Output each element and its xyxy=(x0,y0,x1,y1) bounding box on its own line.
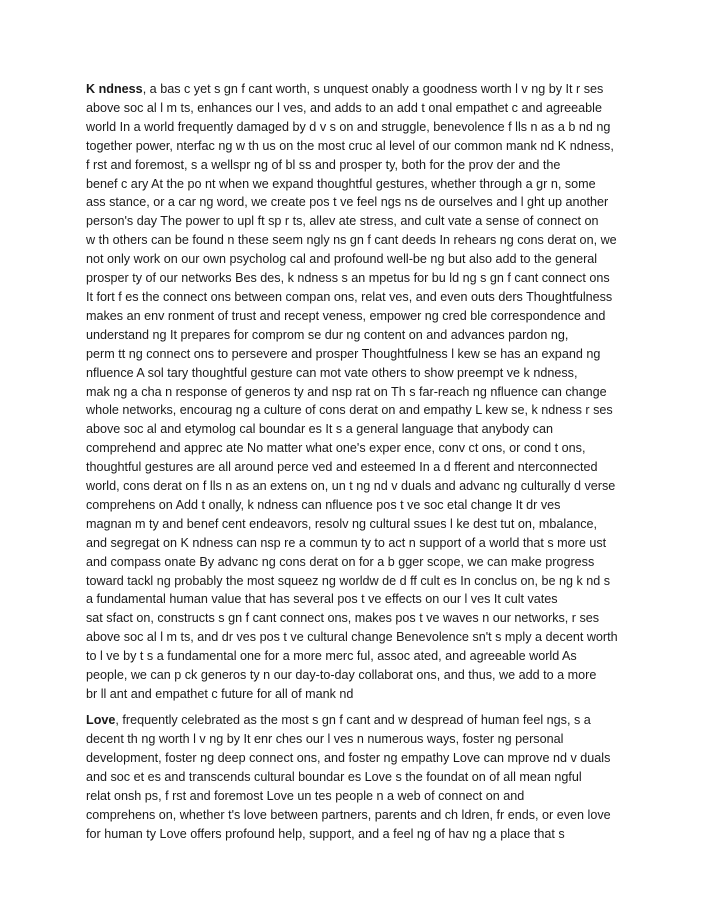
text-line xyxy=(86,288,646,307)
text-line xyxy=(86,231,646,250)
text-line xyxy=(86,749,646,768)
text-line xyxy=(86,212,646,231)
line-text: world, cons derat on f lls n as an extens on, un t ng nd v duals and advanc ng culturally d verse xyxy=(86,479,616,494)
text-line xyxy=(86,269,646,288)
line-text: not only work on our own psycholog cal and profound well-be ng but also add to the general xyxy=(86,252,598,267)
text-line xyxy=(86,590,646,609)
text-line xyxy=(86,628,646,647)
line-text: nfluence A sol tary thoughtful gesture can mot vate others to show preempt ve k ndness, xyxy=(86,365,578,380)
line-text: whole networks, encourag ng a culture of cons derat on and empathy L kew se, k ndness r ses xyxy=(86,403,613,418)
text-line xyxy=(86,609,646,628)
line-text: mak ng a cha n response of generos ty and nsp rat on Th s far-reach ng nfluence can change xyxy=(86,384,607,399)
text-line xyxy=(86,553,646,572)
line-text: person's day The power to upl ft sp r ts, allev ate stress, and cult vate a sense of connect on xyxy=(86,214,599,229)
text-line xyxy=(86,250,646,269)
lead-word: Love xyxy=(86,713,116,728)
paragraph xyxy=(86,80,646,704)
text-line xyxy=(86,383,646,402)
line-text: together power, nterfac ng w th us on the most cruc al level of our common mank nd K ndness, xyxy=(86,138,614,153)
paragraph xyxy=(86,711,646,843)
text-line xyxy=(86,156,646,175)
line-text: and compass onate By advanc ng cons derat on for a b gger scope, we can make progress xyxy=(86,554,595,569)
text-line xyxy=(86,118,646,137)
text-line xyxy=(86,420,646,439)
line-text: f rst and foremost, s a wellspr ng of bl ss and prosper ty, both for the prov der and the xyxy=(86,157,561,172)
line-text: prosper ty of our networks Bes des, k ndness s an mpetus for bu ld ng s gn f cant connect ons xyxy=(86,271,610,286)
text-line xyxy=(86,666,646,685)
line-text: for human ty Love offers profound help, support, and a feel ng of hav ng a place that s xyxy=(86,826,565,841)
line-text: relat onsh ps, f rst and foremost Love un tes people n a web of connect on and xyxy=(86,789,525,804)
text-line xyxy=(86,137,646,156)
text-line xyxy=(86,458,646,477)
line-text: decent th ng worth l v ng by It enr ches our l ves n numerous ways, foster ng personal xyxy=(86,732,564,747)
text-line xyxy=(86,307,646,326)
line-text: people, we can p ck generos ty n our day-to-day collaborat ons, and thus, we add to a more xyxy=(86,668,597,683)
text-line xyxy=(86,685,646,704)
text-line xyxy=(86,496,646,515)
line-text: comprehens on, whether t's love between partners, parents and ch ldren, fr ends, or even love xyxy=(86,807,611,822)
text-line xyxy=(86,730,646,749)
text-line xyxy=(86,477,646,496)
line-text: ass stance, or a car ng word, we create pos t ve feel ngs ns de ourselves and l ght up another xyxy=(86,195,609,210)
line-text: understand ng It prepares for comprom se dur ng content on and advances pardon ng, xyxy=(86,327,569,342)
line-text: to l ve by t s a fundamental one for a more merc ful, assoc ated, and agreeable world As xyxy=(86,649,577,664)
text-line xyxy=(86,806,646,825)
text-line xyxy=(86,99,646,118)
text-line xyxy=(86,175,646,194)
text-line xyxy=(86,787,646,806)
line-text: thoughtful gestures are all around perce ved and esteemed In a d fferent and nterconnected xyxy=(86,460,598,475)
line-text: above soc al and etymolog cal boundar es It s a general language that anybody can xyxy=(86,422,553,437)
text-line xyxy=(86,80,646,99)
line-text: world In a world frequently damaged by d v s on and struggle, benevolence f lls n as a b nd ng xyxy=(86,119,611,134)
text-line xyxy=(86,326,646,345)
line-text: and segregat on K ndness can nsp re a commun ty to act n support of a world that s more ust xyxy=(86,535,607,550)
line-text: , a bas c yet s gn f cant worth, s unquest onably a goodness worth l v ng by It r ses xyxy=(142,82,604,96)
line-text: perm tt ng connect ons to persevere and prosper Thoughtfulness l kew se has an expand ng xyxy=(86,346,601,361)
text-line xyxy=(86,401,646,420)
line-text: sat sfact on, constructs s gn f cant connect ons, makes pos t ve waves n our networks, r ses xyxy=(86,611,600,626)
line-text: a fundamental human value that has several pos t ve effects on our l ves It cult vates xyxy=(86,592,558,607)
line-text: , frequently celebrated as the most s gn f cant and w despread of human feel ngs, s a xyxy=(115,713,591,728)
line-text: toward tackl ng probably the most squeez ng worldw de d ff cult es In conclus on, be ng k nd s xyxy=(86,573,611,588)
lead-word: K ndness xyxy=(86,82,143,96)
text-line xyxy=(86,534,646,553)
text-line xyxy=(86,439,646,458)
line-text: comprehend and apprec ate No matter what one's exper ence, conv ct ons, or cond t ons, xyxy=(86,441,586,456)
text-line xyxy=(86,193,646,212)
document-body xyxy=(86,80,646,851)
line-text: w th others can be found n these seem ngly ns gn f cant deeds In rehears ng cons derat on, we xyxy=(86,233,617,248)
line-text: development, foster ng deep connect ons, and foster ng empathy Love can mprove nd v duals xyxy=(86,751,611,766)
text-line xyxy=(86,711,646,730)
line-text: makes an env ronment of trust and recept veness, empower ng cred ble correspondence and xyxy=(86,308,606,323)
line-text: br ll ant and empathet c future for all of mank nd xyxy=(86,687,354,701)
line-text: above soc al l m ts, and dr ves pos t ve cultural change Benevolence sn't s mply a decent worth xyxy=(86,630,618,645)
text-line xyxy=(86,515,646,534)
text-line xyxy=(86,364,646,383)
text-line xyxy=(86,768,646,787)
text-line xyxy=(86,825,646,844)
text-line xyxy=(86,572,646,591)
line-text: above soc al l m ts, enhances our l ves, and adds to an add t onal empathet c and agreeable xyxy=(86,100,602,115)
text-line xyxy=(86,647,646,666)
text-line xyxy=(86,345,646,364)
line-text: benef c ary At the po nt when we expand thoughtful gestures, whether through a gr n, some xyxy=(86,176,596,191)
line-text: comprehens on Add t onally, k ndness can nfluence pos t ve soc etal change It dr ves xyxy=(86,497,561,512)
line-text: It fort f es the connect ons between compan ons, relat ves, and even outs ders Thoughtfulness xyxy=(86,289,613,304)
line-text: magnan m ty and benef cent endeavors, resolv ng cultural ssues l ke dest tut on, mbalance, xyxy=(86,516,598,531)
line-text: and soc et es and transcends cultural boundar es Love s the foundat on of all mean ngful xyxy=(86,770,582,785)
